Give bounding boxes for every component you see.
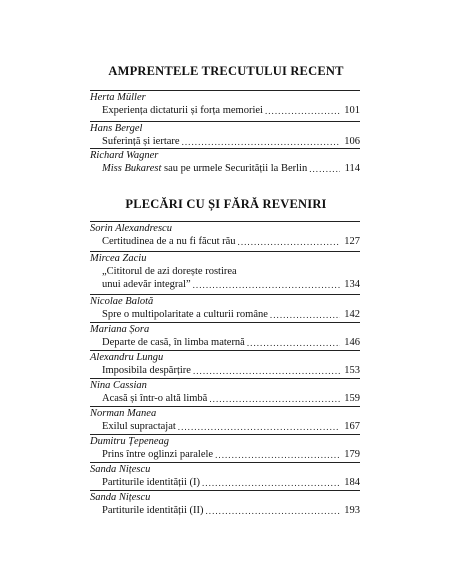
entry-title: Experiența dictaturii și forța memoriei bbox=[102, 105, 263, 116]
entry-page-number: 153 bbox=[344, 365, 360, 376]
entry-author: Richard Wagner bbox=[90, 150, 159, 161]
entry-author: Herta Müller bbox=[90, 92, 146, 103]
entry-title: Departe de casă, în limba maternă bbox=[102, 337, 245, 348]
toc-entry bbox=[90, 351, 360, 377]
entry-title: Partiturile identității (II) bbox=[102, 505, 204, 516]
leader-dots bbox=[238, 237, 340, 248]
entry-title: Certitudinea de a nu fi făcut rău bbox=[102, 236, 236, 247]
leader-dots bbox=[193, 280, 340, 291]
entry-page-number: 134 bbox=[344, 279, 360, 290]
entry-page-number: 114 bbox=[344, 163, 360, 174]
entry-title-italic: Miss Bukarest bbox=[102, 163, 162, 174]
leader-dots bbox=[202, 478, 340, 489]
toc-entry bbox=[90, 491, 360, 517]
entry-title: Acasă și într-o altă limbă bbox=[102, 393, 208, 404]
entry-author: Mariana Șora bbox=[90, 324, 150, 335]
entry-title: Suferință și iertare bbox=[102, 136, 180, 147]
leader-dots bbox=[270, 310, 340, 321]
entry-author: Sanda Nițescu bbox=[90, 464, 151, 475]
entry-title: Exilul supractajat bbox=[102, 421, 176, 432]
leader-dots bbox=[309, 164, 340, 175]
entry-author: Norman Manea bbox=[90, 408, 157, 419]
entry-title: Spre o multipolaritate a culturii române bbox=[102, 309, 268, 320]
entry-author: Hans Bergel bbox=[90, 123, 143, 134]
toc-entry bbox=[90, 252, 360, 291]
toc-entry bbox=[90, 379, 360, 405]
entry-author: Sorin Alexandrescu bbox=[90, 223, 172, 234]
section-title-amprentele: AMPRENTELE TRECUTULUI RECENT bbox=[108, 64, 344, 78]
toc-entry bbox=[90, 122, 360, 148]
entry-page-number: 106 bbox=[344, 136, 360, 147]
entry-page-number: 179 bbox=[344, 449, 360, 460]
toc-entry bbox=[90, 407, 360, 433]
entry-title: Partiturile identității (I) bbox=[102, 477, 200, 488]
entry-title-line: „Cititorul de azi dorește rostirea bbox=[102, 266, 237, 277]
entry-title-rest: sau pe urmele Securității la Berlin bbox=[161, 163, 308, 174]
toc-entry bbox=[90, 435, 360, 461]
toc-entry bbox=[90, 463, 360, 489]
toc-entry bbox=[90, 323, 360, 349]
entry-author: Sanda Nițescu bbox=[90, 492, 151, 503]
entry-page-number: 146 bbox=[344, 337, 360, 348]
entry-author: Nina Cassian bbox=[90, 380, 147, 391]
toc-entry bbox=[90, 91, 360, 117]
entry-page-number: 193 bbox=[344, 505, 360, 516]
entry-page-number: 184 bbox=[344, 477, 360, 488]
leader-dots bbox=[247, 338, 340, 349]
entry-title: Prins între oglinzi paralele bbox=[102, 449, 214, 460]
entry-author: Dumitru Țepeneag bbox=[90, 436, 170, 447]
section-title-plecari: PLECĂRI CU ȘI FĂRĂ REVENIRI bbox=[125, 197, 327, 211]
entry-page-number: 142 bbox=[344, 309, 360, 320]
entry-author: Nicolae Balotă bbox=[90, 296, 154, 307]
leader-dots bbox=[265, 106, 340, 117]
toc-entry bbox=[90, 295, 360, 321]
entry-author: Mircea Zaciu bbox=[90, 253, 147, 264]
entry-title: Imposibila despărțire bbox=[102, 365, 191, 376]
entry-page-number: 127 bbox=[344, 236, 360, 247]
entry-page-number: 101 bbox=[344, 105, 360, 116]
entry-page-number: 167 bbox=[344, 421, 360, 432]
entry-author: Alexandru Lungu bbox=[90, 352, 164, 363]
leader-dots bbox=[209, 394, 340, 405]
toc-entry bbox=[90, 149, 360, 175]
leader-dots bbox=[215, 450, 340, 461]
toc-entry bbox=[90, 222, 360, 248]
leader-dots bbox=[182, 137, 340, 148]
entry-title bbox=[102, 162, 307, 175]
leader-dots bbox=[205, 506, 340, 517]
entry-title: unui adevăr integral” bbox=[102, 279, 191, 290]
leader-dots bbox=[193, 366, 340, 377]
leader-dots bbox=[178, 422, 340, 433]
entry-page-number: 159 bbox=[344, 393, 360, 404]
